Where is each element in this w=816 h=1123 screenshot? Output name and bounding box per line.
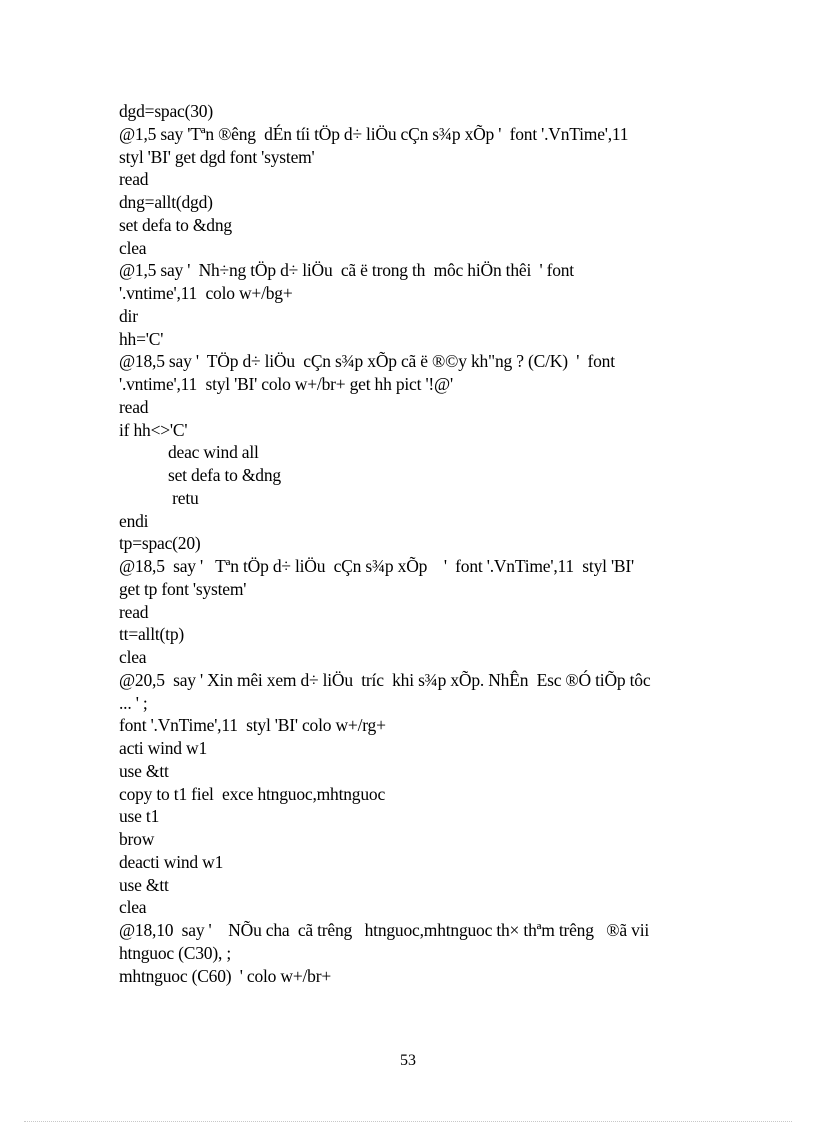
- code-line: set defa to &dng: [168, 465, 281, 485]
- code-listing: [119, 100, 719, 987]
- code-line: dng=allt(dgd): [119, 192, 213, 212]
- code-line: dir: [119, 305, 138, 326]
- code-line: use t1: [119, 806, 160, 827]
- code-line: '.vntime',11 colo w+/bg+: [119, 283, 293, 303]
- code-line: tp=spac(20): [119, 533, 201, 554]
- code-line: use &tt: [119, 874, 169, 895]
- code-line: tt=allt(tp): [119, 624, 185, 645]
- code-line: ... ' ;: [119, 692, 148, 713]
- code-line: @18,10 say ' NÕu cha cã trêng htnguoc,mhtnguoc th× thªm trêng ®ã vii: [119, 920, 650, 940]
- code-line: clea: [119, 237, 147, 258]
- code-line: endi: [119, 510, 149, 531]
- code-line: copy to t1 fiel exce htnguoc,mhtnguoc: [119, 783, 386, 804]
- code-line: acti wind w1: [119, 738, 207, 758]
- page-number: 53: [400, 1052, 416, 1069]
- code-line: dgd=spac(30): [119, 101, 213, 121]
- code-line: '.vntime',11 styl 'BI' colo w+/br+ get hh pict '!@': [119, 374, 453, 394]
- code-line: get tp font 'system': [119, 578, 247, 599]
- code-line: read: [119, 169, 149, 190]
- code-line: @18,5 say ' TÖp d÷ liÖu cÇn s¾p xÕp cã ë ®©y kh"ng ? (C/K) ' font: [119, 351, 615, 372]
- code-line: mhtnguoc (C60) ' colo w+/br+: [119, 965, 331, 986]
- code-line: @20,5 say ' Xin mêi xem d÷ liÖu tríc khi s¾p xÕp. NhÊn Esc ®Ó tiÕp tôc: [119, 669, 651, 690]
- code-line: read: [119, 601, 149, 622]
- code-line: hh='C': [119, 328, 164, 349]
- code-line: clea: [119, 647, 147, 667]
- code-line: styl 'BI' get dgd font 'system': [119, 146, 315, 167]
- code-line: font '.VnTime',11 styl 'BI' colo w+/rg+: [119, 715, 386, 736]
- code-line: htnguoc (C30), ;: [119, 942, 231, 963]
- code-line: use &tt: [119, 760, 169, 781]
- code-line: brow: [119, 829, 155, 849]
- code-line: set defa to &dng: [119, 214, 232, 235]
- code-line: clea: [119, 897, 147, 918]
- code-line: read: [119, 396, 149, 417]
- code-line: @1,5 say ' Nh÷ng tÖp d÷ liÖu cã ë trong th môc hiÖn thêi ' font: [119, 260, 574, 281]
- page-bottom-divider: [24, 1121, 792, 1122]
- code-line: deac wind all: [168, 442, 259, 463]
- code-line: @1,5 say 'Tªn ®êng dÉn tíi tÖp d÷ liÖu cÇn s¾p xÕp ' font '.VnTime',11: [119, 123, 629, 144]
- code-line: @18,5 say ' Tªn tÖp d÷ liÖu cÇn s¾p xÕp ' font '.VnTime',11 styl 'BI': [119, 556, 634, 576]
- code-line: retu: [168, 487, 199, 508]
- code-line: if hh<>'C': [119, 419, 188, 440]
- code-line: deacti wind w1: [119, 851, 224, 872]
